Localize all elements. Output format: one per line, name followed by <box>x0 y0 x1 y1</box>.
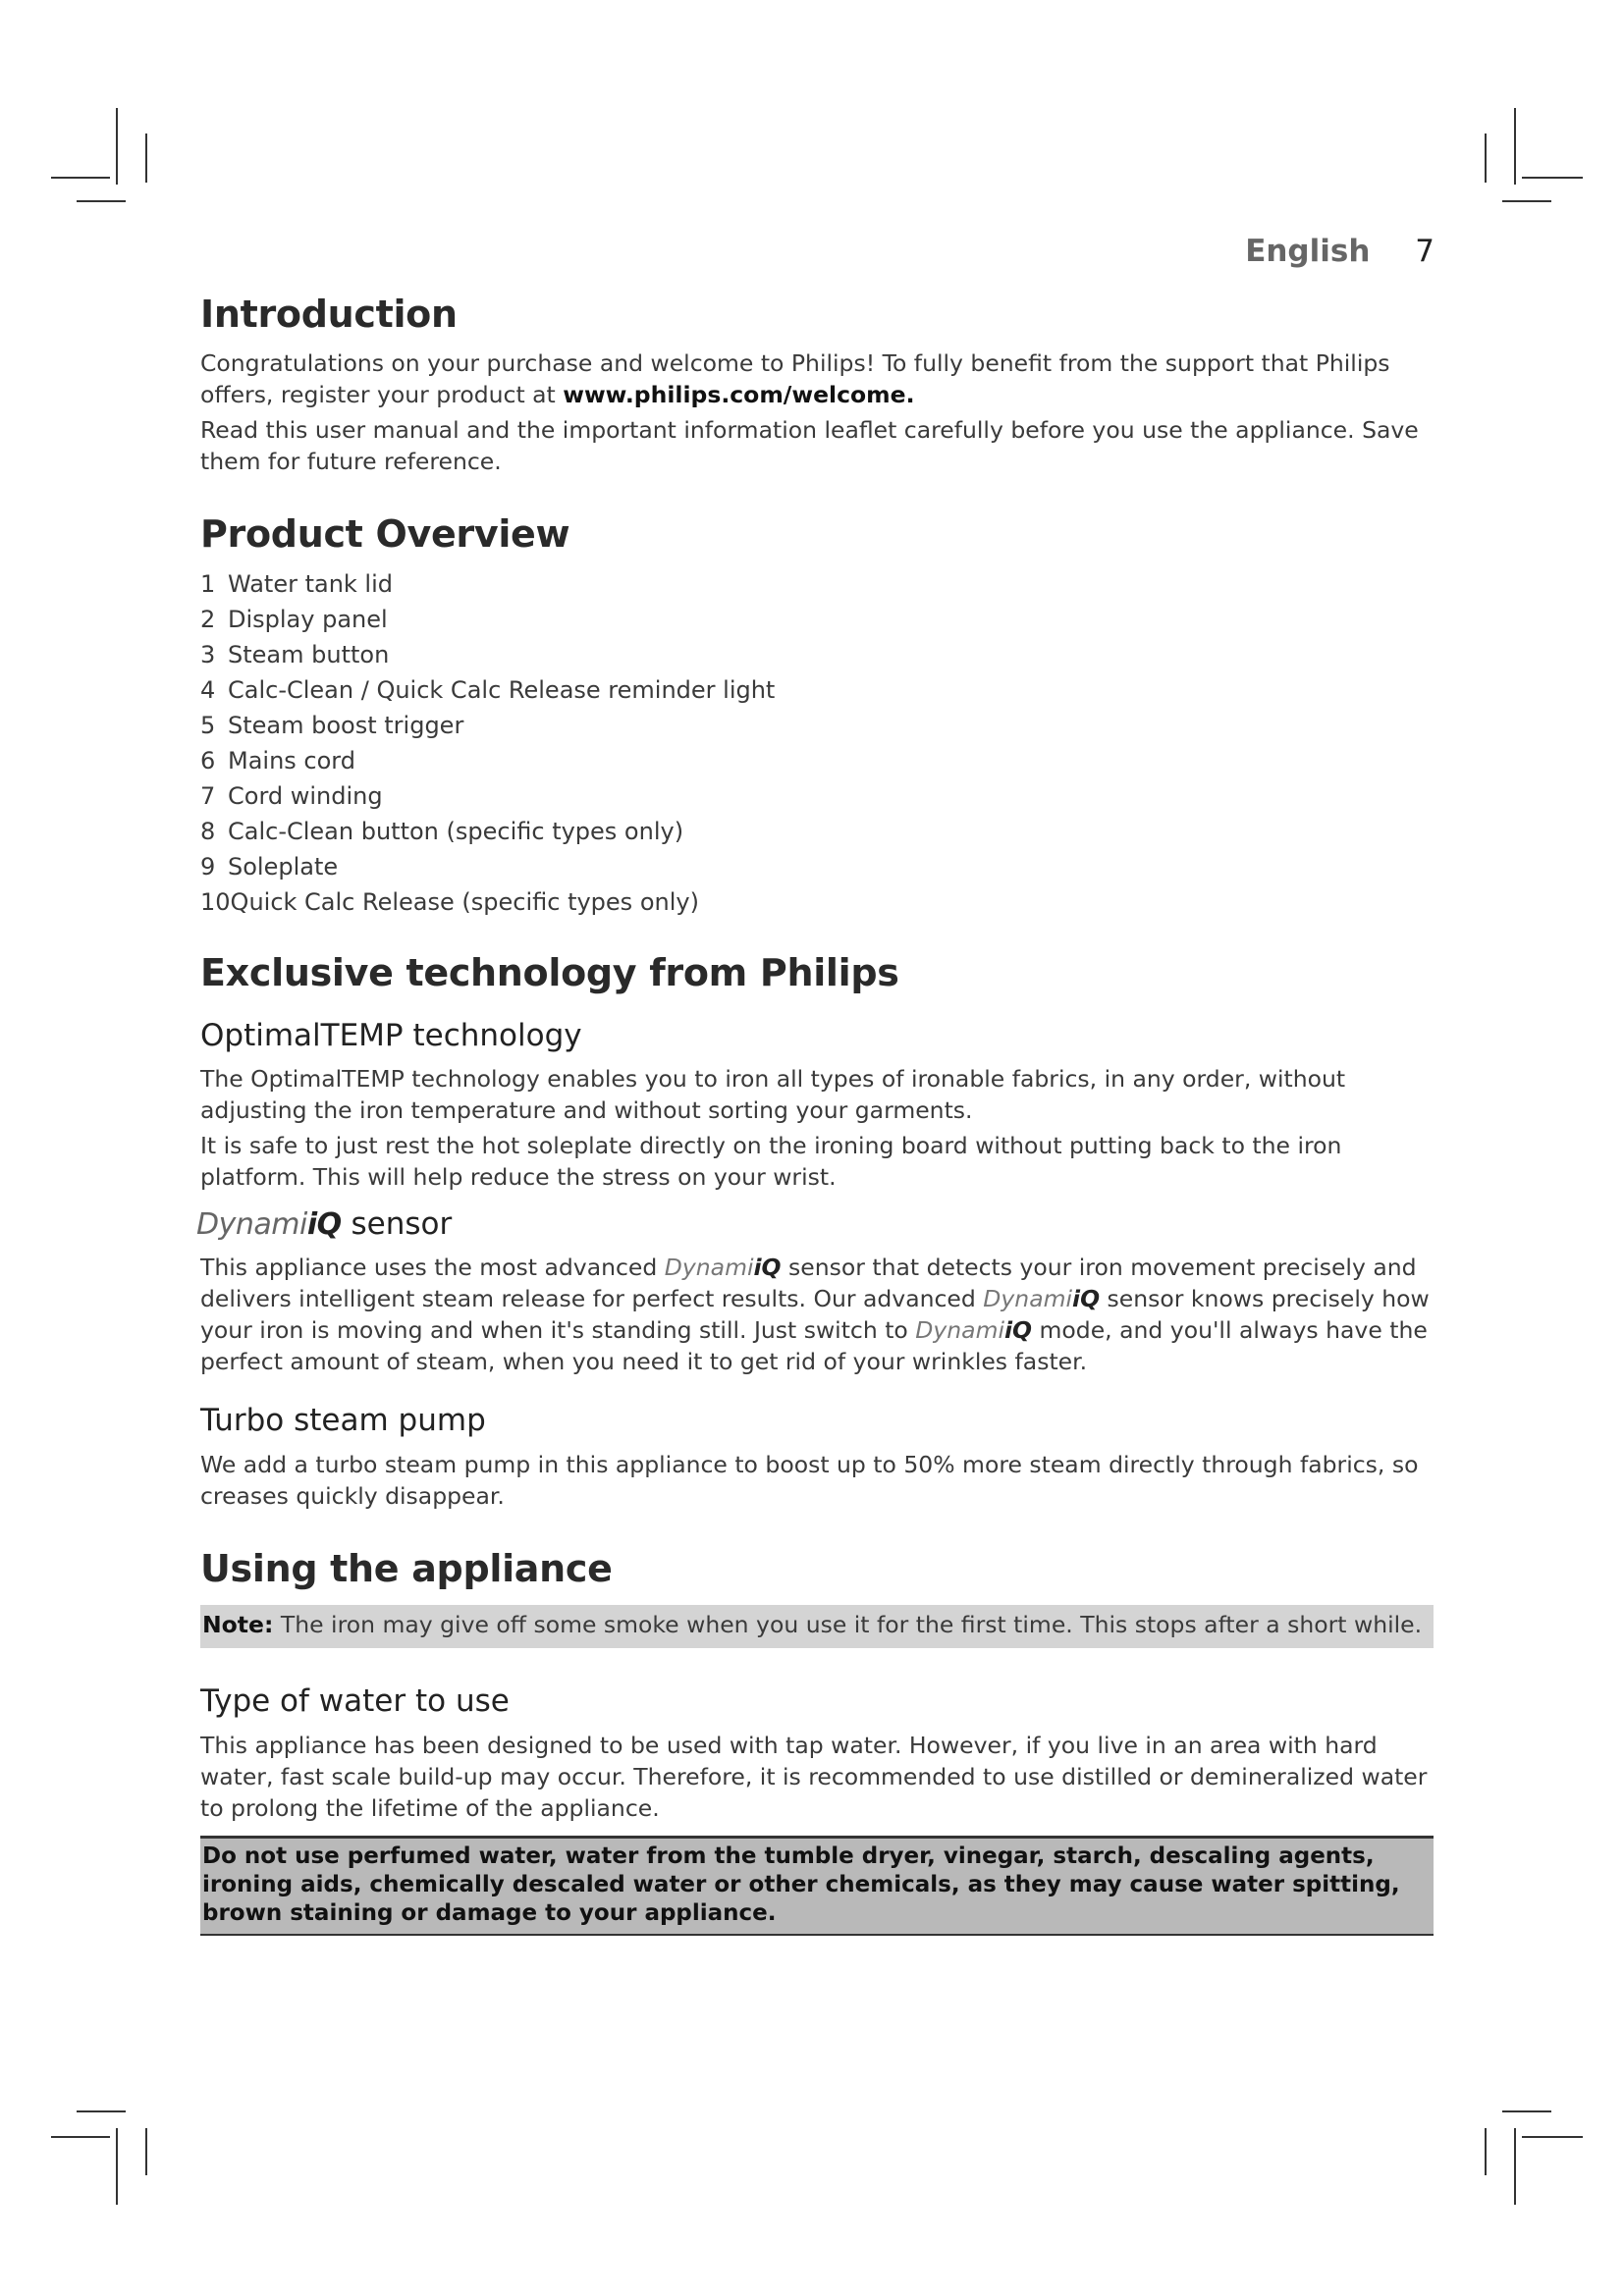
overview-item-number: 10 <box>200 888 231 917</box>
overview-item-number: 4 <box>200 676 216 705</box>
overview-item-number: 5 <box>200 712 216 740</box>
overview-item-number: 9 <box>200 853 216 881</box>
overview-item <box>200 743 1434 778</box>
overview-item <box>200 672 1434 708</box>
overview-item-label: Calc-Clean button (specific types only) <box>228 818 684 846</box>
warning-box <box>200 1836 1434 1936</box>
overview-item-label: Quick Calc Release (specific types only) <box>230 888 699 917</box>
overview-item-label: Mains cord <box>228 747 355 775</box>
exclusive-technology-section <box>196 951 1434 1511</box>
dynamiq-inline-logo: DynamiiQ <box>915 1316 1033 1345</box>
language-label: English <box>1245 234 1371 269</box>
turbo-steam-title: Turbo steam pump <box>200 1403 486 1439</box>
overview-item <box>200 778 1434 814</box>
exclusive-technology-title: Exclusive technology from Philips <box>200 951 899 995</box>
introduction-section <box>200 293 1434 477</box>
overview-item-number: 3 <box>200 641 216 669</box>
page-header <box>1245 234 1435 269</box>
page-content <box>196 293 1434 1936</box>
using-appliance-section <box>200 1547 1434 1936</box>
introduction-paragraph-2: Read this user manual and the important information leaflet carefully before you use the appliance. Save them for future reference. <box>200 415 1419 475</box>
product-overview-list <box>200 566 1434 920</box>
introduction-paragraph-1 <box>200 347 1434 410</box>
dynamiq-title-suffix: sensor <box>351 1206 453 1243</box>
overview-item-label: Calc-Clean / Quick Calc Release reminder light <box>228 676 776 705</box>
overview-item <box>200 849 1434 884</box>
note-label: Note: <box>202 1611 274 1639</box>
water-type-title: Type of water to use <box>200 1683 510 1720</box>
dynamiq-inline-logo: DynamiiQ <box>983 1285 1101 1313</box>
introduction-title: Introduction <box>200 293 458 336</box>
water-type-paragraph: This appliance has been designed to be used with tap water. However, if you live in an area with hard water, fast scale build-up may occur. Therefore, it is recommended to use distilled or demineralized water to prolong the lifetime of the appliance. <box>200 1731 1428 1822</box>
optimaltemp-paragraph-2: It is safe to just rest the hot soleplate directly on the ironing board without putting back to the iron platform. This will help reduce the stress on your wrist. <box>200 1132 1342 1192</box>
dynamiq-sensor-title <box>196 1204 1434 1244</box>
note-text: The iron may give off some smoke when you use it for the first time. This stops after a short while. <box>280 1611 1423 1639</box>
dynamiq-inline-logo: DynamiiQ <box>664 1254 782 1282</box>
introduction-text: Congratulations on your purchase and welcome to Philips! To fully benefit from the support that Philips offers, register your product at <box>200 348 1390 408</box>
optimaltemp-title: OptimalTEMP technology <box>200 1017 582 1053</box>
overview-item-label: Steam button <box>228 641 390 669</box>
turbo-steam-paragraph: We add a turbo steam pump in this appliance to boost up to 50% more steam directly through fabrics, so creases quickly disappear. <box>200 1450 1419 1510</box>
dynamiq-logo: DynamiiQ <box>196 1207 342 1243</box>
overview-item-label: Steam boost trigger <box>228 712 464 740</box>
page-number: 7 <box>1415 234 1435 269</box>
overview-item <box>200 602 1434 637</box>
overview-item <box>200 708 1434 743</box>
overview-item <box>200 637 1434 672</box>
overview-item-number: 7 <box>200 782 216 811</box>
philips-welcome-link[interactable]: www.philips.com/welcome. <box>563 380 915 408</box>
optimaltemp-paragraph-1: The OptimalTEMP technology enables you to iron all types of ironable fabrics, in any order, without adjusting the iron temperature and without sorting your garments. <box>200 1065 1346 1125</box>
overview-item-label: Display panel <box>228 606 388 634</box>
using-appliance-title: Using the appliance <box>200 1546 613 1590</box>
overview-item-number: 2 <box>200 606 216 634</box>
overview-item-label: Water tank lid <box>228 570 393 599</box>
overview-item <box>200 884 1434 920</box>
overview-item-label: Cord winding <box>228 782 383 811</box>
product-overview-section <box>200 512 1434 921</box>
overview-item-number: 8 <box>200 818 216 846</box>
warning-text: Do not use perfumed water, water from the tumble dryer, vinegar, starch, descaling agents, ironing aids, chemically descaled water or other chemicals, as they may cause water spitting, brown staining or damage to your appliance. <box>202 1842 1400 1926</box>
overview-item-label: Soleplate <box>228 853 339 881</box>
overview-item <box>200 566 1434 602</box>
overview-item <box>200 814 1434 849</box>
dynamiq-paragraph: This appliance uses the most advanced DynamiiQ sensor that detects your iron movement precisely and delivers intelligent steam release for perfect results. Our advanced DynamiiQ sensor knows precisely how your iron is moving and when it's standing still. Just switch to DynamiiQ mode, and you'll always have the perfect amount of steam, when you need it to get rid of your wrinkles faster. <box>200 1254 1430 1376</box>
note-box <box>200 1605 1434 1648</box>
overview-item-number: 6 <box>200 747 216 775</box>
overview-item-number: 1 <box>200 570 216 599</box>
product-overview-title: Product Overview <box>200 511 570 556</box>
